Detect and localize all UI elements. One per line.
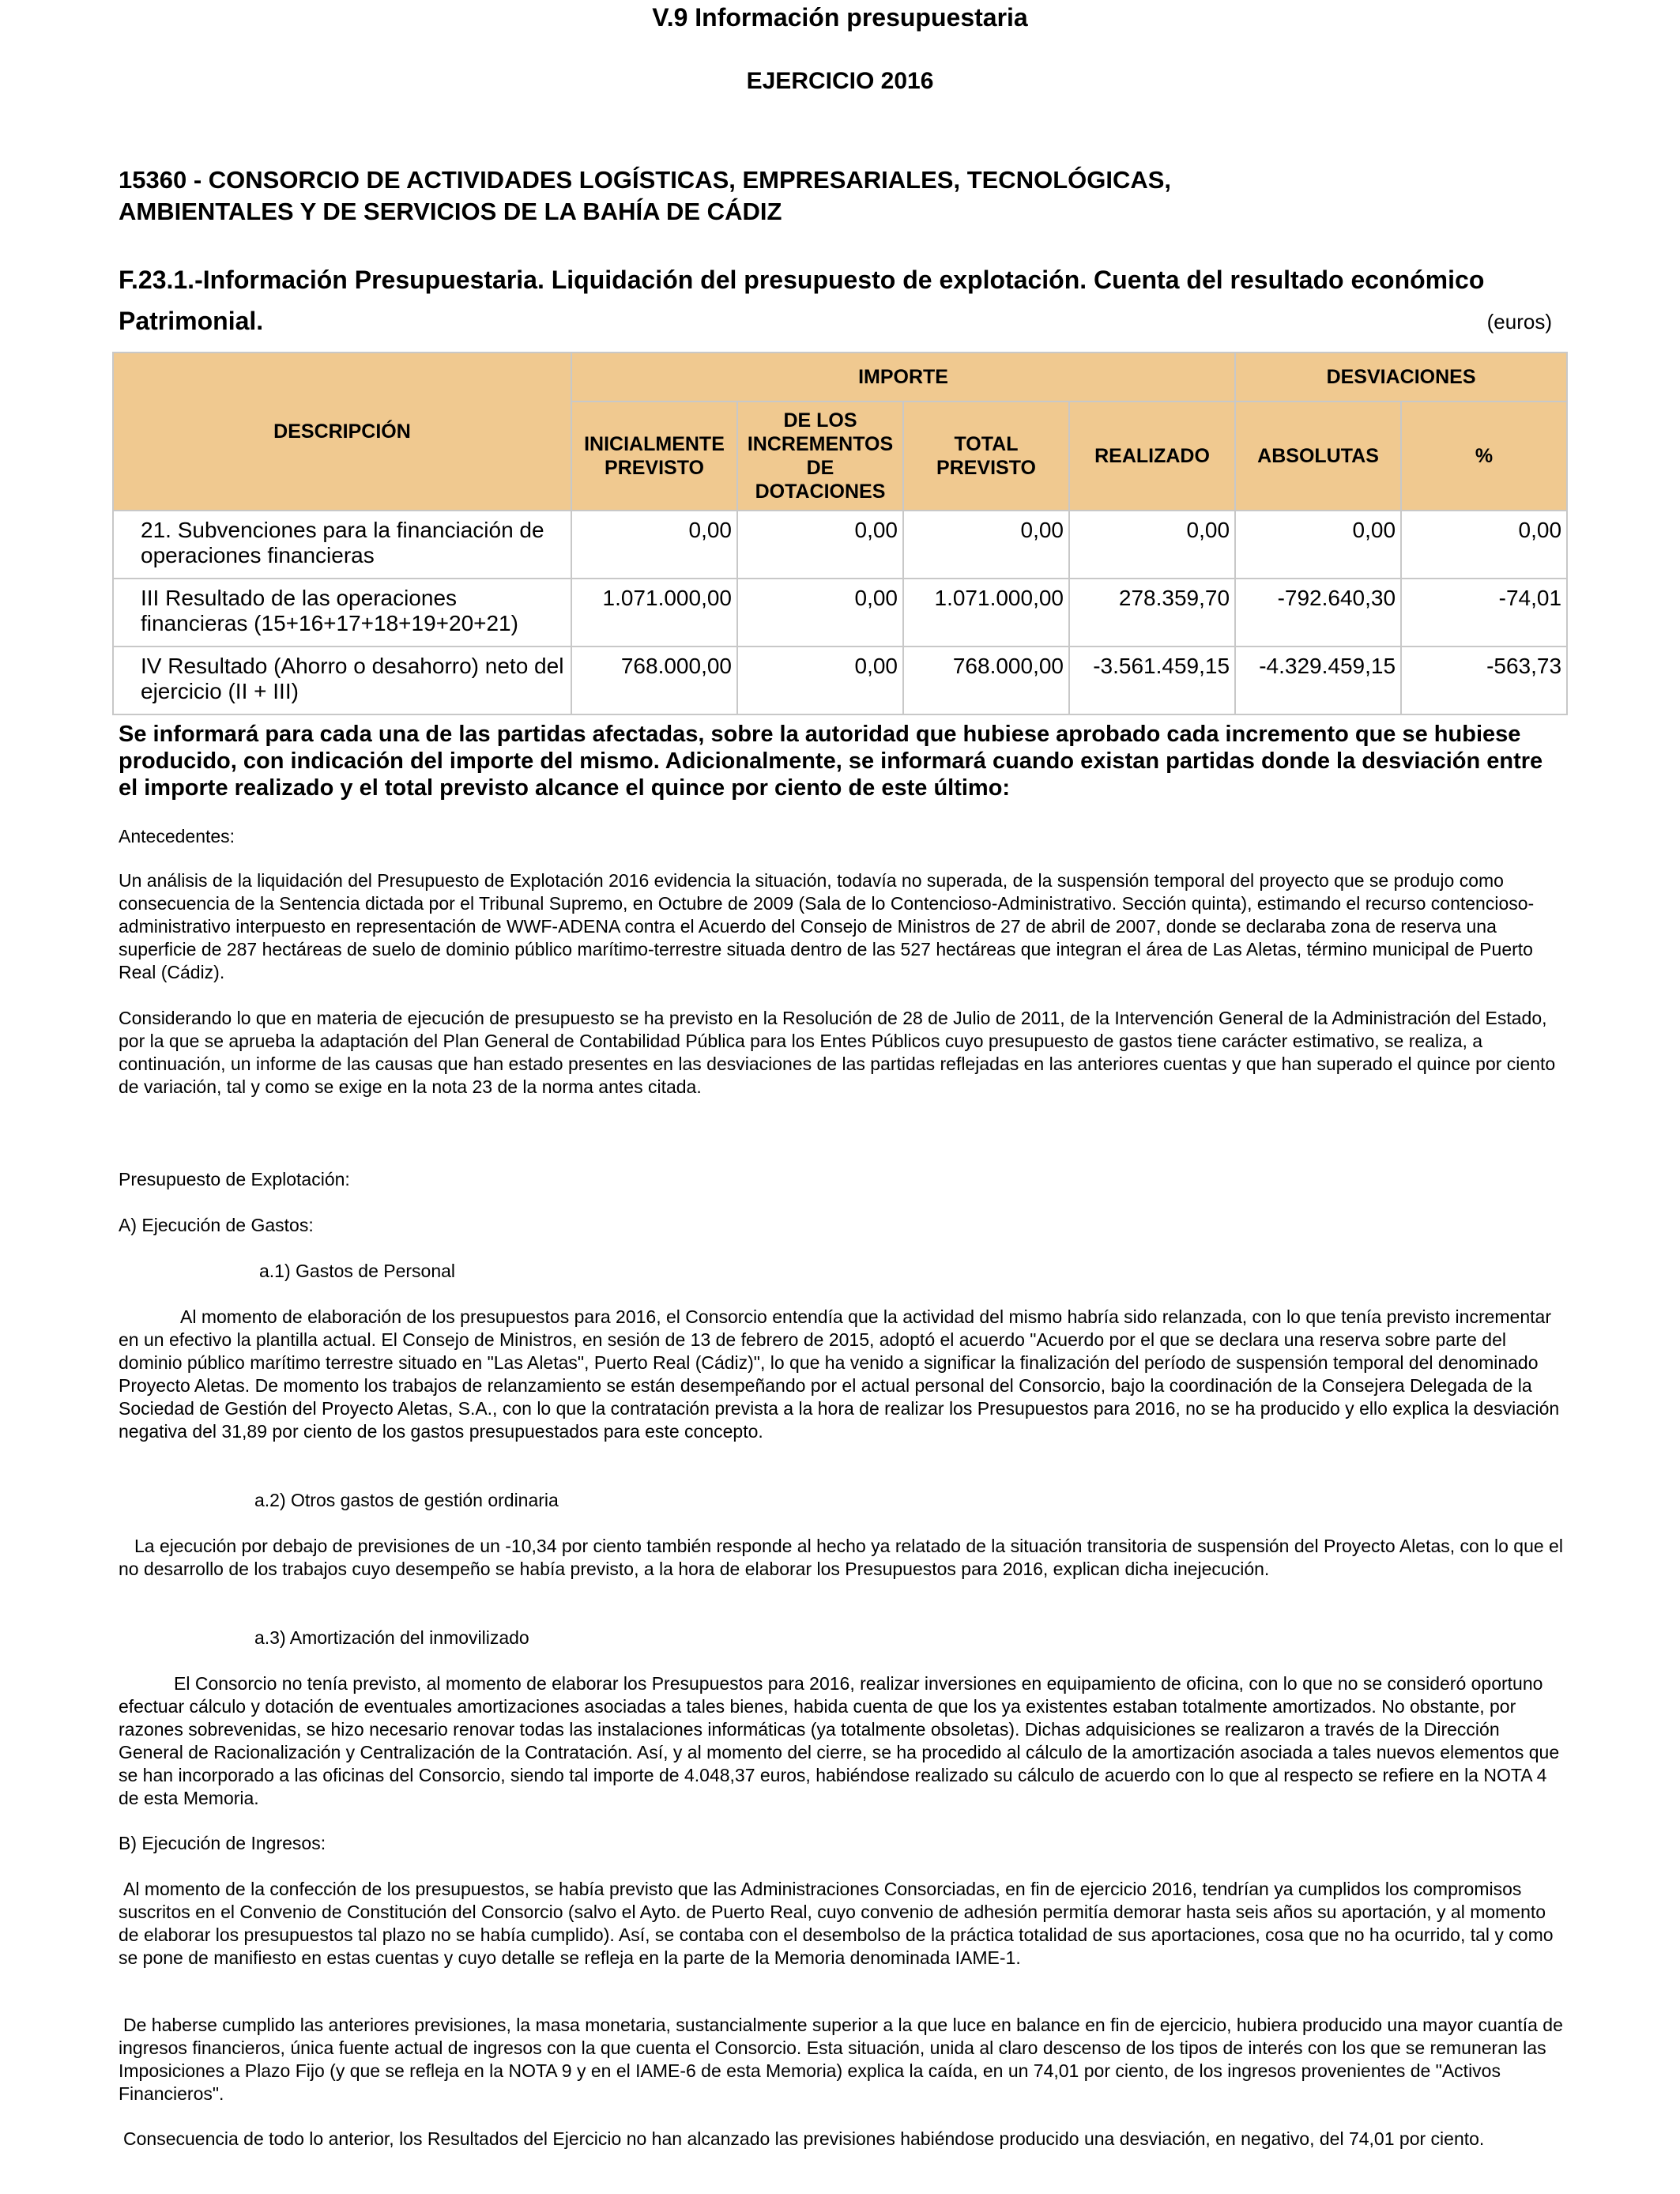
instruction-note: Se informará para cada una de las partidas afectadas, sobre la autoridad que hubiese aprobado cada incremento que se hubiese producido, con indicación del importe del mismo. Adicionalmente, se informará cuando existan partidas donde la desviación entre el importe realizado y el total previsto alcance el quince por ciento de este último: <box>119 722 1543 801</box>
cell-inicial: 768.000,00 <box>571 647 737 714</box>
cell-pct: -563,73 <box>1401 647 1567 714</box>
col-porcentaje: % <box>1401 401 1567 511</box>
cell-realizado: -3.561.459,15 <box>1069 647 1235 714</box>
ingresos-paragraph-2: De haberse cumplido las anteriores previsiones, la masa monetaria, sustancialmente superior a la que luce en balance en fin de ejercicio, hubiera producido una mayor cuantía de ingresos financieros, única fuente actual de ingresos con la que cuenta el Consorcio. Esta situación, unida al claro descenso de los tipos de interés con los que se remuneran las Imposiciones a Plazo Fijo (y que se refleja en la NOTA 9 y en el IAME-6 de esta Memoria) explica la caída, en un 74,01 por ciento, de los ingresos provenientes de "Activos Financieros". <box>119 2015 1563 2104</box>
section-title: V.9 Información presupuestaria <box>652 3 1028 32</box>
cell-realizado: 0,00 <box>1069 511 1235 579</box>
cell-inicial: 1.071.000,00 <box>571 579 737 647</box>
cell-absolutas: 0,00 <box>1235 511 1401 579</box>
otros-gastos-text: La ejecución por debajo de previsiones de un -10,34 por ciento también responde al hecho ya relatado de la situación transitoria de suspensión del Proyecto Aletas, con lo que el no desarrollo de los trabajos cuyo desempeño se había previsto, a la hora de elaborar los Presupuestos para 2016, explican dicha inejecución. <box>119 1536 1563 1579</box>
cell-pct: 0,00 <box>1401 511 1567 579</box>
row-description: III Resultado de las operaciones financieras (15+16+17+18+19+20+21) <box>113 579 571 647</box>
cell-incrementos: 0,00 <box>737 647 903 714</box>
row-description: 21. Subvenciones para la financiación de operaciones financieras <box>113 511 571 579</box>
amortizacion-label: a.3) Amortización del inmovilizado <box>254 1627 529 1648</box>
gastos-personal-label: a.1) Gastos de Personal <box>259 1261 456 1281</box>
col-inicialmente-previsto: INICIALMENTE PREVISTO <box>571 401 737 511</box>
cell-total: 1.071.000,00 <box>903 579 1069 647</box>
presupuesto-label: Presupuesto de Explotación: <box>119 1169 350 1189</box>
ingresos-paragraph-3: Consecuencia de todo lo anterior, los Resultados del Ejercicio no han alcanzado las previsiones habiéndose producido una desviación, en negativo, del 74,01 por ciento. <box>123 2128 1485 2149</box>
cell-absolutas: -792.640,30 <box>1235 579 1401 647</box>
budget-table <box>112 352 1568 715</box>
ingresos-label: B) Ejecución de Ingresos: <box>119 1833 326 1853</box>
group-importe: IMPORTE <box>571 352 1235 401</box>
antecedentes-paragraph-2: Considerando lo que en materia de ejecución de presupuesto se ha previsto en la Resolución de 28 de Julio de 2011, de la Intervención General de la Administración del Estado, por la que se aprueba la adaptación del Plan General de Contabilidad Pública para los Entes Públicos cuyo presupuesto de gastos tiene carácter estimativo, se realiza, a continuación, un informe de las causas que han estado presentes en las desviaciones de las partidas reflejadas en las anteriores cuentas y que han superado el quince por ciento de variación, tal y como se exige en la nota 23 de la norma antes citada. <box>119 1008 1556 1097</box>
table-header-row <box>113 352 1567 401</box>
row-description: IV Resultado (Ahorro o desahorro) neto del ejercicio (II + III) <box>113 647 571 714</box>
cell-absolutas: -4.329.459,15 <box>1235 647 1401 714</box>
cell-total: 768.000,00 <box>903 647 1069 714</box>
cell-incrementos: 0,00 <box>737 511 903 579</box>
form-title: F.23.1.-Información Presupuestaria. Liquidación del presupuesto de explotación. Cuenta del resultado económico Patrimonial. <box>119 266 1485 335</box>
units-label: (euros) <box>1486 310 1552 334</box>
antecedentes-paragraph-1: Un análisis de la liquidación del Presupuesto de Explotación 2016 evidencia la situación, todavía no superada, de la suspensión temporal del proyecto que se produjo como consecuencia de la Sentencia dictada por el Tribunal Supremo, en Octubre de 2009 (Sala de lo Contencioso-Administrativo. Sección quinta), estimando el recurso contencioso-administrativo interpuesto en representación de WWF-ADENA contra el Acuerdo del Consejo de Ministros de 27 de abril de 2007, donde se declaraba zona de reserva una superficie de 287 hectáreas de suelo de dominio público marítimo-terrestre situada dentro de las 527 hectáreas que integran el área de Las Aletas, término municipal de Puerto Real (Cádiz). <box>119 870 1535 982</box>
cell-inicial: 0,00 <box>571 511 737 579</box>
fiscal-year: EJERCICIO 2016 <box>746 68 934 94</box>
table-row <box>113 511 1567 579</box>
col-descripcion: DESCRIPCIÓN <box>113 352 571 511</box>
group-desviaciones: DESVIACIONES <box>1235 352 1567 401</box>
gastos-label: A) Ejecución de Gastos: <box>119 1215 314 1235</box>
col-absolutas: ABSOLUTAS <box>1235 401 1401 511</box>
col-incrementos: DE LOS INCREMENTOS DE DOTACIONES <box>737 401 903 511</box>
cell-total: 0,00 <box>903 511 1069 579</box>
otros-gastos-label: a.2) Otros gastos de gestión ordinaria <box>254 1490 559 1510</box>
table-row <box>113 647 1567 714</box>
cell-pct: -74,01 <box>1401 579 1567 647</box>
table-row <box>113 579 1567 647</box>
amortizacion-text: El Consorcio no tenía previsto, al momento de elaborar los Presupuestos para 2016, realizar inversiones en equipamiento de oficina, con lo que no se consideró oportuno efectuar cálculo y dotación de eventuales amortizaciones asociadas a tales bienes, habida cuenta de que los ya existentes estaban totalmente amortizados. No obstante, por razones sobrevenidas, se hizo necesario renovar todas las instalaciones informáticas (ya totalmente obsoletas). Dichas adquisiciones se realizaron a través de la Dirección General de Racionalización y Centralización de la Contratación. Así, y al momento del cierre, se ha procedido al cálculo de la amortización asociada a tales nuevos elementos que se han incorporado a las oficinas del Consorcio, siendo tal importe de 4.048,37 euros, habiéndose realizado su cálculo de acuerdo con lo que al respecto se refiere en la NOTA 4 de esta Memoria. <box>119 1673 1560 1808</box>
antecedentes-label: Antecedentes: <box>119 826 235 846</box>
cell-incrementos: 0,00 <box>737 579 903 647</box>
col-realizado: REALIZADO <box>1069 401 1235 511</box>
entity-name <box>119 164 1620 228</box>
entity-name-line2: AMBIENTALES Y DE SERVICIOS DE LA BAHÍA DE CÁDIZ <box>119 198 782 225</box>
entity-name-line1: 15360 - CONSORCIO DE ACTIVIDADES LOGÍSTICAS, EMPRESARIALES, TECNOLÓGICAS, <box>119 166 1172 194</box>
col-total-previsto: TOTAL PREVISTO <box>903 401 1069 511</box>
ingresos-paragraph-1: Al momento de la confección de los presupuestos, se había previsto que las Administraciones Consorciadas, en fin de ejercicio 2016, tendrían ya cumplidos los compromisos suscritos en el Convenio de Constitución del Consorcio (salvo el Ayto. de Puerto Real, cuyo convenio de adhesión permitía demorar hasta seis años su aportación, y al momento de elaborar los presupuestos tal plazo no se había cumplido). Así, se contaba con el desembolso de la práctica totalidad de sus aportaciones, cosa que no ha ocurrido, tal y como se pone de manifiesto en estas cuentas y cuyo detalle se refleja en la parte de la Memoria denominada IAME-1. <box>119 1879 1554 1968</box>
cell-realizado: 278.359,70 <box>1069 579 1235 647</box>
gastos-personal-text: Al momento de elaboración de los presupuestos para 2016, el Consorcio entendía que la actividad del mismo habría sido relanzada, con lo que tenía previsto incrementar en un efectivo la plantilla actual. El Consejo de Ministros, en sesión de 13 de febrero de 2015, adoptó el acuerdo "Acuerdo por el que se declara una reserva sobre parte del dominio público marítimo terrestre situado en "Las Aletas", Puerto Real (Cádiz)", lo que ha venido a significar la finalización del período de suspensión temporal del denominado Proyecto Aletas. De momento los trabajos de relanzamiento se están desempeñando por el actual personal del Consorcio, bajo la coordinación de la Consejera Delegada de la Sociedad de Gestión del Proyecto Aletas, S.A., con lo que la contratación prevista a la hora de realizar los Presupuestos para 2016, no se ha producido y ello explica la desviación negativa del 31,89 por ciento de los gastos presupuestados para este concepto. <box>119 1306 1560 1442</box>
